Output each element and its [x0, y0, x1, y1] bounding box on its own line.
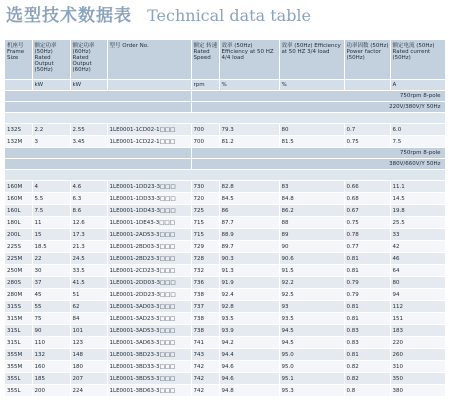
table-cell: 355L — [5, 373, 32, 385]
table-cell: 738 — [191, 289, 219, 301]
table-cell: 736 — [191, 277, 219, 289]
table-cell: 11.1 — [390, 181, 445, 193]
table-cell: 80 — [390, 277, 445, 289]
table-row — [5, 313, 445, 325]
table-cell: 742 — [191, 361, 219, 373]
table-cell: 2.2 — [32, 124, 70, 136]
table-cell: 0.82 — [344, 373, 390, 385]
table-cell: 350 — [390, 373, 445, 385]
table-cell: 93 — [279, 301, 344, 313]
table-cell: 0.83 — [344, 325, 390, 337]
table-cell: 715 — [191, 229, 219, 241]
table-cell: 64 — [390, 265, 445, 277]
unit-cell: % — [279, 80, 344, 91]
table-cell: 92.5 — [279, 289, 344, 301]
unit-cell: % — [219, 80, 279, 91]
table-cell: 729 — [191, 241, 219, 253]
table-cell: 0.81 — [344, 301, 390, 313]
table-cell: 1LE0001-2BD03-3□□□ — [107, 241, 191, 253]
table-cell: 738 — [191, 313, 219, 325]
table-cell: 24.5 — [70, 253, 107, 265]
table-cell: 160 — [32, 361, 70, 373]
table-cell: 88.9 — [219, 229, 279, 241]
table-cell: 315S — [5, 301, 32, 313]
table-cell: 95.0 — [279, 361, 344, 373]
spacer-row — [5, 170, 445, 181]
table-cell: 225M — [5, 253, 32, 265]
table-cell: 1LE0001-1DD33-3□□□ — [107, 193, 191, 205]
table-cell: 83 — [279, 181, 344, 193]
table-row — [5, 229, 445, 241]
table-cell: 3 — [32, 136, 70, 148]
table-cell: 0.79 — [344, 277, 390, 289]
table-cell: 55 — [32, 301, 70, 313]
table-cell: 18.5 — [32, 241, 70, 253]
table-cell: 1LE0001-1CD02-1□□□ — [107, 124, 191, 136]
section-blank — [5, 102, 191, 113]
unit-cell: kW — [70, 80, 107, 91]
table-cell: 95.1 — [279, 373, 344, 385]
section-blank — [5, 91, 191, 102]
unit-cell — [107, 80, 191, 91]
table-cell: 315L — [5, 325, 32, 337]
table-cell: 93.5 — [279, 313, 344, 325]
spacer-row — [5, 113, 445, 124]
speed-label: 750rpm 8-pole — [191, 91, 445, 102]
table-cell: 742 — [191, 385, 219, 397]
table-row — [5, 181, 445, 193]
table-cell: 22 — [32, 253, 70, 265]
table-cell: 94.2 — [219, 337, 279, 349]
table-row — [5, 265, 445, 277]
column-header: 机座号 Frame Size — [5, 40, 32, 80]
table-cell: 7.5 — [390, 136, 445, 148]
table-cell: 1LE0001-2AD53-3□□□ — [107, 229, 191, 241]
column-header: 型号 Order No. — [107, 40, 191, 80]
table-cell: 0.75 — [344, 217, 390, 229]
table-cell: 1LE0001-2DD03-3□□□ — [107, 277, 191, 289]
unit-cell: A — [390, 80, 445, 91]
table-cell: 0.8 — [344, 385, 390, 397]
column-header: 效率 (50Hz) Efficiency at 50 HZ 3/4 load — [279, 40, 344, 80]
table-cell: 4 — [32, 181, 70, 193]
voltage-section-row — [5, 159, 445, 170]
table-cell: 730 — [191, 181, 219, 193]
table-cell: 260 — [390, 349, 445, 361]
table-cell: 0.82 — [344, 361, 390, 373]
table-row — [5, 385, 445, 397]
table-cell: 94.6 — [219, 361, 279, 373]
table-cell: 1LE0001-2DD23-3□□□ — [107, 289, 191, 301]
table-cell: 725 — [191, 205, 219, 217]
table-cell: 95.3 — [279, 385, 344, 397]
header-row — [5, 40, 445, 80]
table-cell: 14.5 — [390, 193, 445, 205]
column-header: 额定 转速 Rated Speed — [191, 40, 219, 80]
table-cell: 81.2 — [219, 136, 279, 148]
table-cell: 715 — [191, 217, 219, 229]
table-cell: 25.5 — [390, 217, 445, 229]
table-cell: 185 — [32, 373, 70, 385]
title-english: Technical data table — [147, 6, 312, 25]
table-cell: 132M — [5, 136, 32, 148]
table-cell: 84 — [70, 313, 107, 325]
table-cell: 94.5 — [279, 337, 344, 349]
table-cell: 30 — [32, 265, 70, 277]
table-cell: 355L — [5, 385, 32, 397]
table-cell: 0.81 — [344, 265, 390, 277]
table-cell: 12.6 — [70, 217, 107, 229]
title-chinese: 选型技术数据表 — [6, 6, 132, 26]
table-cell: 1LE0001-2BD23-3□□□ — [107, 253, 191, 265]
table-cell: 700 — [191, 136, 219, 148]
table-cell: 94 — [390, 289, 445, 301]
table-cell: 75 — [32, 313, 70, 325]
table-cell: 5.5 — [32, 193, 70, 205]
table-cell: 0.67 — [344, 205, 390, 217]
table-cell: 280S — [5, 277, 32, 289]
table-cell: 90 — [32, 325, 70, 337]
table-cell: 207 — [70, 373, 107, 385]
table-cell: 1LE0001-3BD63-3□□□ — [107, 385, 191, 397]
table-cell: 280M — [5, 289, 32, 301]
table-cell: 160L — [5, 205, 32, 217]
table-cell: 101 — [70, 325, 107, 337]
column-header: 效率 (50Hz) Efficiency at 50 HZ 4/4 load — [219, 40, 279, 80]
voltage-section-row — [5, 102, 445, 113]
table-row — [5, 205, 445, 217]
table-cell: 123 — [70, 337, 107, 349]
table-cell: 41.5 — [70, 277, 107, 289]
table-cell: 92.8 — [219, 301, 279, 313]
page-title — [6, 4, 311, 28]
unit-row — [5, 80, 445, 91]
table-cell: 737 — [191, 301, 219, 313]
table-cell: 1LE0001-1DE43-3□□□ — [107, 217, 191, 229]
table-cell: 7.5 — [32, 205, 70, 217]
table-cell: 90.3 — [219, 253, 279, 265]
table-cell: 4.6 — [70, 181, 107, 193]
table-cell: 95.0 — [279, 349, 344, 361]
table-cell: 3.45 — [70, 136, 107, 148]
table-cell: 15 — [32, 229, 70, 241]
table-cell: 160M — [5, 181, 32, 193]
table-cell: 93.9 — [219, 325, 279, 337]
table-cell: 200L — [5, 229, 32, 241]
table-cell: 2.55 — [70, 124, 107, 136]
table-cell: 62 — [70, 301, 107, 313]
table-cell: 0.81 — [344, 253, 390, 265]
column-header: 额定功率 (60Hz) Rated Output (60Hz) — [70, 40, 107, 80]
table-row — [5, 253, 445, 265]
table-cell: 355M — [5, 361, 32, 373]
table-cell: 1LE0001-2CD23-3□□□ — [107, 265, 191, 277]
table-cell: 17.3 — [70, 229, 107, 241]
table-cell: 91.5 — [279, 265, 344, 277]
table-cell: 151 — [390, 313, 445, 325]
table-cell: 200 — [32, 385, 70, 397]
table-cell: 0.66 — [344, 181, 390, 193]
table-cell: 110 — [32, 337, 70, 349]
table-row — [5, 124, 445, 136]
table-cell: 732 — [191, 265, 219, 277]
spacer-cell — [5, 113, 445, 124]
table-cell: 132S — [5, 124, 32, 136]
table-cell: 37 — [32, 277, 70, 289]
section-blank — [5, 159, 191, 170]
table-cell: 11 — [32, 217, 70, 229]
table-cell: 1LE0001-3AD63-3□□□ — [107, 337, 191, 349]
table-row — [5, 289, 445, 301]
table-cell: 1LE0001-3BD53-3□□□ — [107, 373, 191, 385]
table-cell: 112 — [390, 301, 445, 313]
unit-cell — [5, 80, 32, 91]
table-cell: 82.8 — [219, 181, 279, 193]
table-cell: 224 — [70, 385, 107, 397]
table-cell: 93.5 — [219, 313, 279, 325]
table-cell: 86 — [219, 205, 279, 217]
table-cell: 92.2 — [279, 277, 344, 289]
table-cell: 738 — [191, 325, 219, 337]
table-cell: 0.7 — [344, 124, 390, 136]
table-cell: 80 — [279, 124, 344, 136]
table-row — [5, 136, 445, 148]
table-cell: 33.5 — [70, 265, 107, 277]
unit-cell: rpm — [191, 80, 219, 91]
table-cell: 1LE0001-3AD03-3□□□ — [107, 301, 191, 313]
speed-section-row — [5, 148, 445, 159]
table-cell: 91.9 — [219, 277, 279, 289]
unit-cell: kW — [32, 80, 70, 91]
table-cell: 84.5 — [219, 193, 279, 205]
table-cell: 225S — [5, 241, 32, 253]
table-row — [5, 277, 445, 289]
voltage-label: 220V/380V/Y 50Hz — [191, 102, 445, 113]
table-cell: 148 — [70, 349, 107, 361]
table-cell: 89.7 — [219, 241, 279, 253]
table-row — [5, 361, 445, 373]
table-cell: 132 — [32, 349, 70, 361]
table-cell: 250M — [5, 265, 32, 277]
table-row — [5, 337, 445, 349]
table-row — [5, 301, 445, 313]
table-cell: 46 — [390, 253, 445, 265]
table-cell: 160M — [5, 193, 32, 205]
speed-section-row — [5, 91, 445, 102]
table-cell: 8.6 — [70, 205, 107, 217]
table-row — [5, 325, 445, 337]
table-cell: 19.8 — [390, 205, 445, 217]
table-cell: 90.6 — [279, 253, 344, 265]
table-cell: 92.4 — [219, 289, 279, 301]
table-cell: 90 — [279, 241, 344, 253]
table-cell: 79.3 — [219, 124, 279, 136]
table-cell: 0.79 — [344, 289, 390, 301]
table-cell: 0.78 — [344, 229, 390, 241]
section-blank — [5, 148, 191, 159]
table-row — [5, 373, 445, 385]
column-header: 额定功率 (50Hz) Rated Output (50Hz) — [32, 40, 70, 80]
voltage-label: 380V/660V/Y 50Hz — [191, 159, 445, 170]
table-cell: 51 — [70, 289, 107, 301]
table-cell: 1LE0001-3BD23-3□□□ — [107, 349, 191, 361]
table-body — [5, 40, 445, 397]
table-row — [5, 217, 445, 229]
table-cell: 21.3 — [70, 241, 107, 253]
table-cell: 380 — [390, 385, 445, 397]
table-cell: 42 — [390, 241, 445, 253]
table-cell: 0.75 — [344, 136, 390, 148]
table-cell: 86.2 — [279, 205, 344, 217]
table-row — [5, 349, 445, 361]
table-cell: 1LE0001-1DD23-3□□□ — [107, 181, 191, 193]
table-cell: 0.77 — [344, 241, 390, 253]
table-cell: 183 — [390, 325, 445, 337]
table-cell: 741 — [191, 337, 219, 349]
speed-label: 750rpm 8-pole — [191, 148, 445, 159]
spacer-cell — [5, 170, 445, 181]
table-cell: 87.7 — [219, 217, 279, 229]
table-cell: 743 — [191, 349, 219, 361]
table-cell: 220 — [390, 337, 445, 349]
table-cell: 742 — [191, 373, 219, 385]
table-cell: 6.3 — [70, 193, 107, 205]
table-cell: 1LE0001-1DD43-3□□□ — [107, 205, 191, 217]
table-cell: 355M — [5, 349, 32, 361]
table-cell: 45 — [32, 289, 70, 301]
table-cell: 720 — [191, 193, 219, 205]
table-cell: 180 — [70, 361, 107, 373]
table-cell: 94.8 — [219, 385, 279, 397]
table-row — [5, 241, 445, 253]
table-row — [5, 193, 445, 205]
table-cell: 81.5 — [279, 136, 344, 148]
table-cell: 94.4 — [219, 349, 279, 361]
table-cell: 89 — [279, 229, 344, 241]
table-cell: 1LE0001-1CD22-1□□□ — [107, 136, 191, 148]
table-cell: 1LE0001-3AD53-3□□□ — [107, 325, 191, 337]
unit-cell — [344, 80, 390, 91]
table-cell: 88 — [279, 217, 344, 229]
table-cell: 91.3 — [219, 265, 279, 277]
column-header: 额定电流 (50Hz) Rated current (50Hz) — [390, 40, 445, 80]
table-cell: 0.81 — [344, 349, 390, 361]
technical-data-table — [5, 40, 446, 397]
table-cell: 6.0 — [390, 124, 445, 136]
table-cell: 310 — [390, 361, 445, 373]
table-cell: 94.5 — [279, 325, 344, 337]
table-cell: 0.81 — [344, 313, 390, 325]
table-cell: 1LE0001-3BD33-3□□□ — [107, 361, 191, 373]
table-cell: 180L — [5, 217, 32, 229]
table-cell: 33 — [390, 229, 445, 241]
table-cell: 94.6 — [219, 373, 279, 385]
table-cell: 315L — [5, 337, 32, 349]
table-cell: 1LE0001-3AD23-3□□□ — [107, 313, 191, 325]
table-cell: 0.83 — [344, 337, 390, 349]
table-cell: 700 — [191, 124, 219, 136]
table-cell: 84.8 — [279, 193, 344, 205]
column-header: 功率因数 (50Hz) Power factor (50Hz) — [344, 40, 390, 80]
table-cell: 728 — [191, 253, 219, 265]
table-cell: 315M — [5, 313, 32, 325]
table-cell: 0.68 — [344, 193, 390, 205]
